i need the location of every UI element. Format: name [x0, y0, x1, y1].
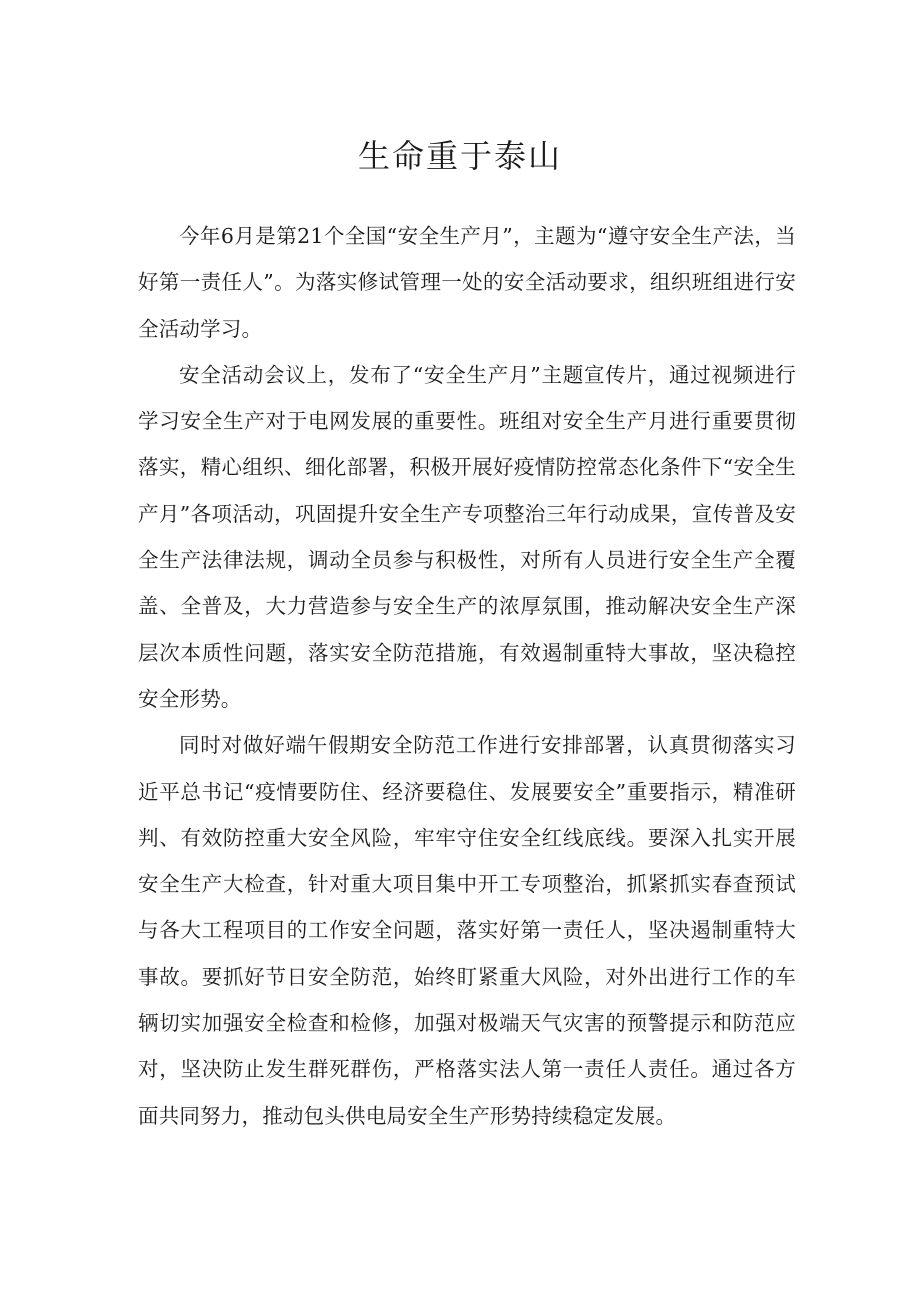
paragraph-2: 安全活动会议上，发布了“安全生产月”主题宣传片，通过视频进行学习安全生产对于电网发展的重要性。班组对安全生产月进行重要贯彻落实，精心组织、细化部署，积极开展好疫情防控常态化条件下“安全生产月”各项活动，巩固提升安全生产专项整治三年行动成果，宣传普及安全生产法律法规，调动全员参与积极性，对所有人员进行安全生产全覆盖、全普及，大力营造参与安全生产的浓厚氛围，推动解决安全生产深层次本质性问题，落实安全防范措施，有效遏制重特大事故，坚决稳控安全形势。: [138, 362, 796, 711]
document-body: [138, 213, 796, 1139]
paragraph-1: 今年6月是第21个全国“安全生产月”，主题为“遵守安全生产法，当好第一责任人”。为落实修试管理一处的安全活动要求，组织班组进行安全活动学习。: [138, 224, 796, 341]
document-title: 生命重于泰山: [357, 137, 562, 175]
paragraph-3: 同时对做好端午假期安全防范工作进行安排部署，认真贯彻落实习近平总书记“疫情要防住、经济要稳住、发展要安全”重要指示，精准研判、有效防控重大安全风险，牢牢守住安全红线底线。要深入扎实开展安全生产大检查，针对重大项目集中开工专项整治，抓紧抓实春查预试与各大工程项目的工作安全问题，落实好第一责任人，坚决遏制重特大事故。要抓好节日安全防范，始终盯紧重大风险，对外出进行工作的车辆切实加强安全检查和检修，加强对极端天气灾害的预警提示和防范应对，坚决防止发生群死群伤，严格落实法人第一责任人责任。通过各方面共同努力，推动包头供电局安全生产形势持续稳定发展。: [138, 733, 796, 1128]
